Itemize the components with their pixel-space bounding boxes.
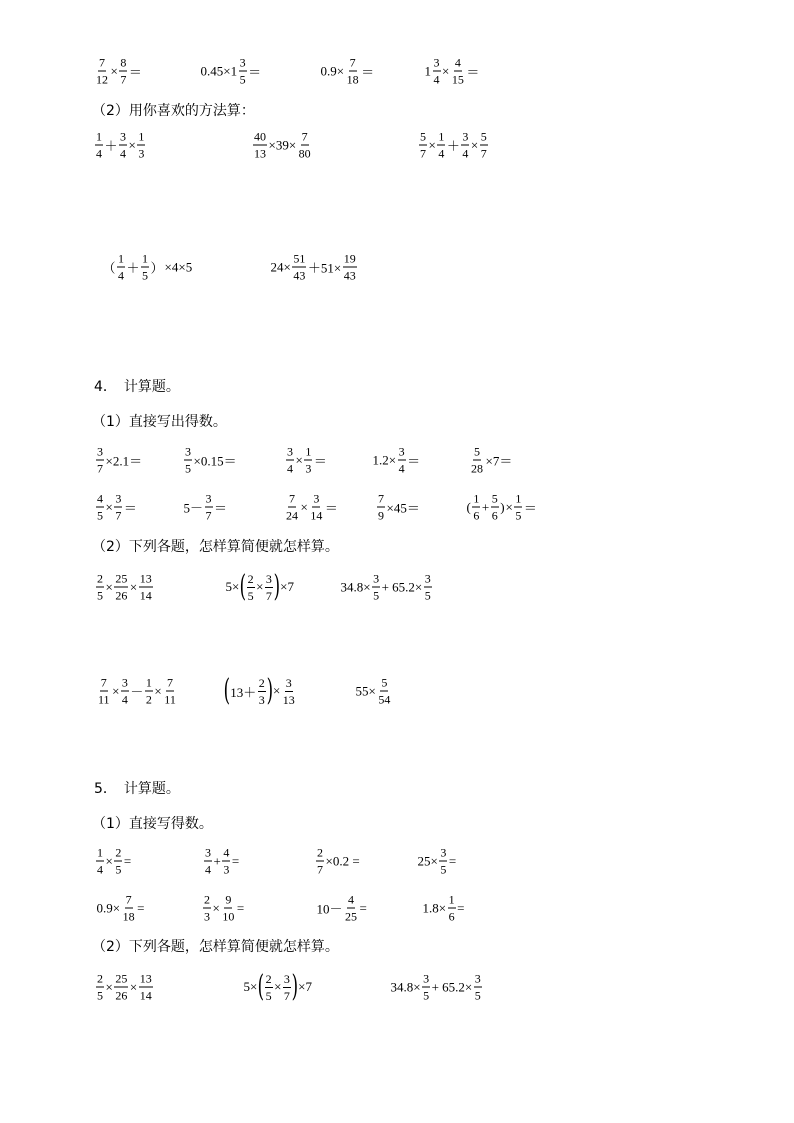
fraction: $\frac{40}{13}$	[254, 129, 266, 161]
fraction: $\frac{3}{4}$	[433, 55, 440, 87]
expression: 5－ 3 7 ＝	[183, 491, 228, 523]
fraction: $\frac{5}{6}$	[491, 491, 498, 523]
fraction: $\frac{2}{7}$	[317, 845, 323, 877]
fraction: $\frac{1}{3}$	[138, 129, 145, 161]
question-title: 5． 计算题。	[94, 781, 180, 797]
fraction: $\frac{13}{14}$	[139, 571, 152, 603]
fraction: $\frac{1}{4}$	[438, 129, 445, 161]
fraction: $\frac{3}{14}$	[310, 491, 323, 523]
expression: $\frac{7}{12}$ × $\frac{8}{7}$ ＝	[96, 55, 142, 87]
expression: 1.8× $\frac{1}{6}$ =	[422, 892, 465, 924]
expression: ( 1 6 + $\frac{5}{6}$ ) × $\frac{1}{5}$ ＝	[466, 491, 537, 523]
expression: $\frac{40}{13}$ ×39× $\frac{7}{80}$	[254, 129, 311, 161]
fraction: $\frac{1}{6}$	[448, 892, 455, 924]
expression: $\frac{7}{24}$ × $\frac{3}{14}$ ＝	[286, 491, 338, 523]
expression: 5× ( $\frac{2}{5}$ × $\frac{3}{7}$ ) ×7	[243, 969, 312, 1004]
fraction: $\frac{5}{7}$	[420, 129, 426, 161]
expression: 1 $\frac{3}{4}$ × $\frac{4}{15}$ ＝	[424, 55, 480, 87]
fraction: $\frac{1}{5}$	[515, 491, 522, 523]
fraction: $\frac{3}{4}$	[120, 129, 127, 161]
expression: ( 13＋ 2 3 ) × $\frac{3}{13}$	[223, 673, 295, 708]
fraction: $\frac{4}{5}$	[97, 491, 103, 523]
fraction: $\frac{7}{18}$	[122, 892, 135, 924]
fraction: $\frac{13}{14}$	[139, 971, 152, 1003]
expression: 1 4 ＋ $\frac{3}{4}$ × $\frac{1}{3}$	[96, 129, 145, 161]
expression: 55× $\frac{5}{54}$	[355, 675, 391, 707]
expression: 34.8× $\frac{3}{5}$ + 65.2× $\frac{3}{5}$	[340, 571, 431, 603]
fraction: $\frac{2}{3}$	[204, 892, 210, 924]
expression: $\frac{1}{4}$ × $\frac{2}{5}$ =	[97, 845, 132, 877]
fraction: $\frac{3}{5}$	[373, 571, 380, 603]
expression: 24× $\frac{51}{43}$ ＋51× $\frac{19}{43}$	[270, 251, 356, 283]
fraction: $\frac{1}{3}$	[305, 444, 312, 476]
fraction: $\frac{1}{4}$	[97, 845, 103, 877]
fraction: $\frac{25}{26}$	[115, 971, 128, 1003]
fraction: $\frac{7}{12}$	[96, 55, 108, 87]
expression: 0.9× $\frac{7}{18}$ =	[96, 892, 145, 924]
fraction: $\frac{1}{2}$	[145, 675, 152, 707]
expression: $\frac{7}{11}$ × $\frac{3}{4}$ － $\frac{1}{2}$ × $\frac{7}{11}$	[98, 675, 176, 707]
fraction: $\frac{7}{9}$	[378, 491, 384, 523]
fraction: $\frac{5}{54}$	[378, 675, 391, 707]
fraction: $\frac{2}{5}$	[115, 845, 122, 877]
fraction: $\frac{7}{24}$	[286, 491, 298, 523]
fraction: $\frac{19}{43}$	[343, 251, 356, 283]
fraction: $\frac{3}{4}$	[462, 129, 469, 161]
section-heading: （2）下列各题，怎样算简便就怎样算。	[92, 539, 339, 555]
expression: 1.2× $\frac{3}{4}$ ＝	[372, 444, 421, 476]
expression: 5× ( $\frac{2}{5}$ × $\frac{3}{7}$ ) ×7	[225, 569, 294, 604]
fraction: $\frac{7}{80}$	[298, 129, 311, 161]
fraction: $\frac{3}{7}$	[115, 491, 122, 523]
fraction: $\frac{3}{4}$	[287, 444, 293, 476]
fraction: 3 7	[205, 491, 212, 523]
fraction: $\frac{2}{5}$	[97, 971, 103, 1003]
fraction: $\frac{5}{28}$	[471, 444, 483, 476]
fraction: 1 6	[473, 491, 480, 523]
expression: 0.45×1 3 5 ＝	[200, 55, 262, 87]
fraction: $\frac{4}{25}$	[345, 892, 358, 924]
fraction: $\frac{3}{13}$	[282, 675, 295, 707]
fraction: $\frac{2}{5}$	[265, 971, 272, 1003]
fraction: $\frac{7}{11}$	[98, 675, 110, 707]
fraction: $\frac{2}{5}$	[97, 571, 103, 603]
expression: 25× $\frac{3}{5}$ =	[417, 845, 457, 877]
expression: $\frac{5}{28}$ ×7＝	[471, 444, 513, 476]
expression: $\frac{2}{5}$ × $\frac{25}{26}$ × $\frac{13}{14}$	[97, 971, 152, 1003]
expression: $\frac{2}{5}$ × $\frac{25}{26}$ × $\frac{13}{14}$	[97, 571, 152, 603]
expression: 3 4 + $\frac{4}{3}$ =	[205, 845, 240, 877]
section-heading: （1）直接写出得数。	[92, 414, 227, 430]
fraction: $\frac{4}{15}$	[451, 55, 464, 87]
expression: $\frac{3}{5}$ ×0.15＝	[185, 444, 237, 476]
expression: $\frac{7}{9}$ ×45＝	[378, 491, 420, 523]
fraction: 1 4	[118, 251, 125, 283]
fraction: 1 4	[96, 129, 102, 161]
expression: $\frac{4}{5}$ × $\frac{3}{7}$ ＝	[97, 491, 137, 523]
expression: 0.9× $\frac{7}{18}$ ＝	[320, 55, 375, 87]
fraction: $\frac{3}{7}$	[283, 971, 290, 1003]
fraction: $\frac{9}{10}$	[222, 892, 235, 924]
fraction: 3 4	[205, 845, 211, 877]
fraction: $\frac{3}{5}$	[474, 971, 481, 1003]
fraction: $\frac{3}{4}$	[121, 675, 128, 707]
expression: $\frac{5}{7}$ × $\frac{1}{4}$ ＋ $\frac{3}{4}$ × $\frac{5}{7}$	[420, 129, 487, 161]
fraction: $\frac{3}{7}$	[265, 571, 272, 603]
fraction: $\frac{3}{5}$	[440, 845, 447, 877]
fraction: $\frac{3}{4}$	[398, 444, 405, 476]
expression: $\frac{2}{3}$ × $\frac{9}{10}$ =	[204, 892, 245, 924]
expression: $\frac{2}{7}$ ×0.2 =	[317, 845, 360, 877]
fraction: 3 5	[239, 55, 246, 87]
fraction: $\frac{3}{5}$	[185, 444, 191, 476]
expression: （ 1 4 ＋ 1 5 ） ×4×5	[102, 251, 193, 283]
fraction: $\frac{3}{5}$	[423, 971, 430, 1003]
fraction: $\frac{3}{7}$	[97, 444, 103, 476]
expression: $\frac{3}{7}$ ×2.1＝	[97, 444, 143, 476]
fraction: $\frac{7}{18}$	[346, 55, 359, 87]
expression: $\frac{3}{4}$ × $\frac{1}{3}$ ＝	[287, 444, 327, 476]
fraction: $\frac{8}{7}$	[120, 55, 127, 87]
question-title: 4． 计算题。	[94, 379, 180, 395]
fraction: $\frac{3}{5}$	[424, 571, 431, 603]
fraction: $\frac{51}{43}$	[293, 251, 306, 283]
fraction: $\frac{5}{7}$	[480, 129, 487, 161]
fraction: 1 5	[142, 251, 149, 283]
section-heading: （2）下列各题，怎样算简便就怎样算。	[92, 939, 339, 955]
fraction: $\frac{7}{11}$	[164, 675, 176, 707]
expression: 10－ $\frac{4}{25}$ =	[316, 892, 367, 924]
fraction: $\frac{4}{3}$	[223, 845, 230, 877]
expression: 34.8× $\frac{3}{5}$ + 65.2× $\frac{3}{5}$	[390, 971, 481, 1003]
fraction: $\frac{25}{26}$	[115, 571, 128, 603]
fraction: $\frac{2}{5}$	[247, 571, 254, 603]
section-heading: （1）直接写得数。	[92, 816, 213, 832]
section-heading: （2）用你喜欢的方法算：	[92, 103, 255, 119]
fraction: 2 3	[258, 675, 265, 707]
